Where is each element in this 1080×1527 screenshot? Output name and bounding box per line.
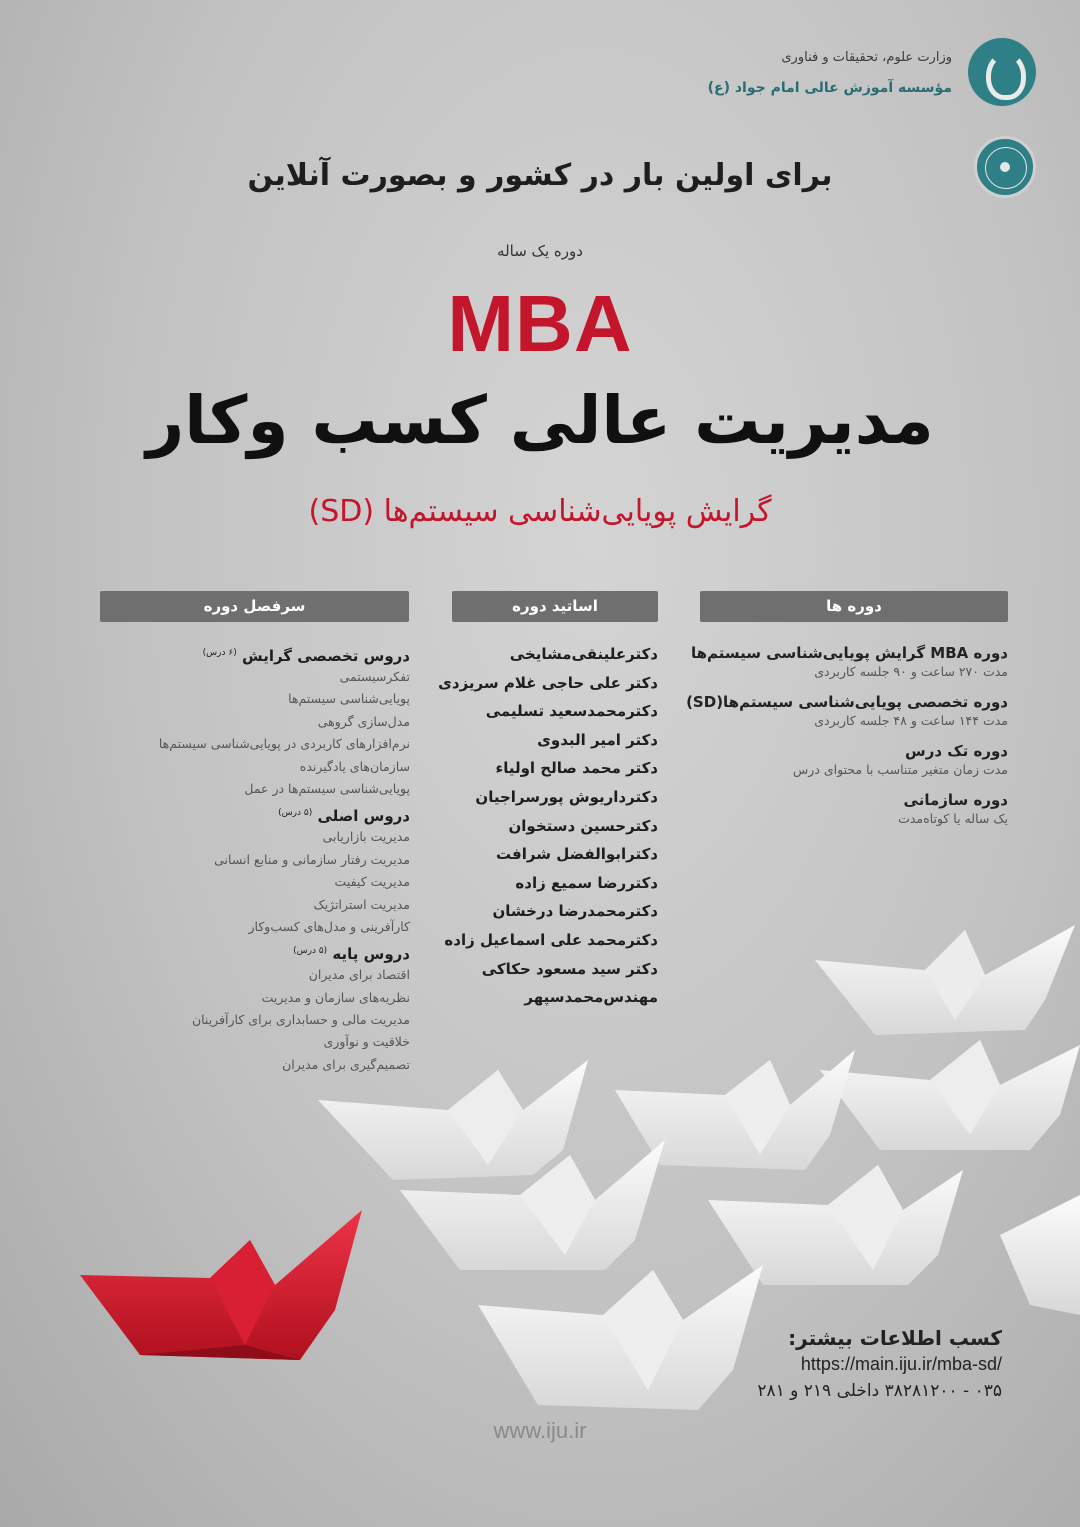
courses-list	[628, 640, 1008, 840]
white-boat	[318, 1060, 588, 1180]
group-title: دروس پایه	[332, 945, 410, 964]
white-boat	[478, 1265, 763, 1410]
instructor-name: دکترمحمدسعید تسلیمی	[485, 702, 658, 721]
contact-label: کسب اطلاعات بیشتر:	[788, 1326, 1002, 1350]
syllabus-group-title	[50, 938, 410, 964]
course-detail: مدت زمان متغیر متناسب با محتوای درس	[793, 762, 1008, 777]
group-count: (۵ درس)	[278, 808, 313, 819]
syllabus-item: تصمیم‌گیری برای مدیران	[282, 1056, 410, 1072]
course-detail: مدت ۱۴۴ ساعت و ۴۸ جلسه کاربردی	[814, 713, 1008, 728]
list-item	[628, 742, 1008, 777]
instructor-name: دکترعلینقی‌مشایخی	[509, 645, 658, 663]
syllabus-group-title	[50, 640, 410, 666]
instructor-name: دکترحسین دستخوان	[508, 816, 658, 835]
instructor-name: دکترمحمدرضا درخشان	[492, 902, 658, 921]
syllabus-item: خلاقیت و نوآوری	[323, 1034, 410, 1050]
syllabus-item: پویایی‌شناسی سیستم‌ها	[288, 691, 410, 707]
ministry-name: وزارت علوم، تحقیقات و فناوری	[781, 50, 952, 65]
mba-acronym: MBA	[447, 279, 633, 368]
institute-logo-icon	[968, 38, 1036, 106]
course-detail: مدت ۲۷۰ ساعت و ۹۰ جلسه کاربردی	[814, 664, 1008, 679]
syllabus-item: سازمان‌های یادگیرنده	[299, 758, 410, 774]
instructor-name: دکتررضا سمیع زاده	[515, 873, 658, 892]
page-title: مدیریت عالی کسب وکار	[146, 382, 934, 459]
institute-name: مؤسسه آموزش عالی امام جواد (ع)	[707, 80, 952, 96]
course-name: دوره MBA گرایش پویایی‌شناسی سیستم‌ها	[691, 644, 1008, 662]
white-boat	[815, 925, 1075, 1035]
group-title: دروس اصلی	[317, 807, 410, 826]
syllabus-item: مدیریت بازاریابی	[322, 829, 410, 845]
headline: برای اولین بار در کشور و بصورت آنلاین	[247, 158, 833, 193]
white-boat	[820, 1040, 1080, 1150]
course-name: دوره تک درس	[905, 742, 1008, 760]
group-count: (۵ درس)	[293, 946, 328, 957]
syllabus-item: نظریه‌های سازمان و مدیریت	[261, 989, 410, 1005]
instructors-header: اساتید دوره	[452, 591, 658, 622]
website-link[interactable]: www.iju.ir	[493, 1418, 587, 1443]
instructor-name: دکترداریوش پورسراجیان	[475, 787, 658, 806]
course-name: دوره سازمانی	[903, 791, 1008, 809]
courses-header: دوره ها	[700, 591, 1008, 622]
syllabus-item: نرم‌افزارهای کاربردی در پویایی‌شناسی سیستم‌ها	[158, 736, 410, 752]
branch-subtitle: گرایش پویایی‌شناسی سیستم‌ها (SD)	[308, 494, 772, 529]
instructor-name: دکترمحمد علی اسماعیل زاده	[444, 930, 658, 949]
syllabus-item: تفکرسیستمی	[339, 669, 410, 684]
group-title: دروس تخصصی گرایش	[241, 647, 410, 665]
syllabus-item: مدیریت رفتار سازمانی و منابع انسانی	[214, 851, 410, 867]
course-name: دوره تخصصی پویایی‌شناسی سیستم‌ها(SD)	[686, 693, 1008, 711]
white-boat	[708, 1165, 963, 1285]
list-item	[628, 791, 1008, 826]
instructor-name: دکتر علی حاجی غلام سریزدی	[438, 673, 658, 692]
syllabus-item: مدیریت استراتژیک	[313, 896, 410, 912]
instructor-name: دکتر محمد صالح اولیاء	[495, 759, 658, 778]
syllabus-item: اقتصاد برای مدیران	[308, 967, 410, 983]
list-item	[628, 693, 1008, 728]
course-duration: دوره یک ساله	[497, 242, 583, 260]
group-count: (۶ درس)	[202, 648, 237, 658]
course-detail: یک ساله یا کوتاه‌مدت	[898, 811, 1008, 826]
instructor-name: دکترابوالفضل شرافت	[496, 845, 658, 864]
contact-block	[757, 1326, 1002, 1401]
syllabus-item: مدیریت کیفیت	[334, 874, 410, 890]
syllabus-list	[50, 640, 410, 1076]
syllabus-item: پویایی‌شناسی سیستم‌ها در عمل	[244, 780, 410, 796]
contact-url-link[interactable]: https://main.iju.ir/mba-sd/	[800, 1354, 1002, 1374]
contact-phone: ۰۳۵ - ۳۸۲۸۱۲۰۰ داخلی ۲۱۹ و ۲۸۱	[757, 1381, 1002, 1401]
syllabus-item: مدل‌سازی گروهی	[317, 713, 410, 729]
red-boat	[80, 1210, 362, 1360]
syllabus-header: سرفصل دوره	[100, 591, 409, 622]
syllabus-item: مدیریت مالی و حسابداری برای کارآفرینان	[191, 1012, 410, 1028]
syllabus-group-title	[50, 800, 410, 826]
instructor-name: مهندس‌محمدسپهر	[524, 988, 658, 1007]
instructor-name: دکتر سید مسعود حکاکی	[481, 959, 658, 978]
instructor-name: دکتر امیر البدوی	[537, 730, 658, 749]
syllabus-item: کارآفرینی و مدل‌های کسب‌وکار	[248, 918, 410, 934]
list-item	[628, 644, 1008, 679]
white-boat-partial	[1000, 1195, 1080, 1315]
